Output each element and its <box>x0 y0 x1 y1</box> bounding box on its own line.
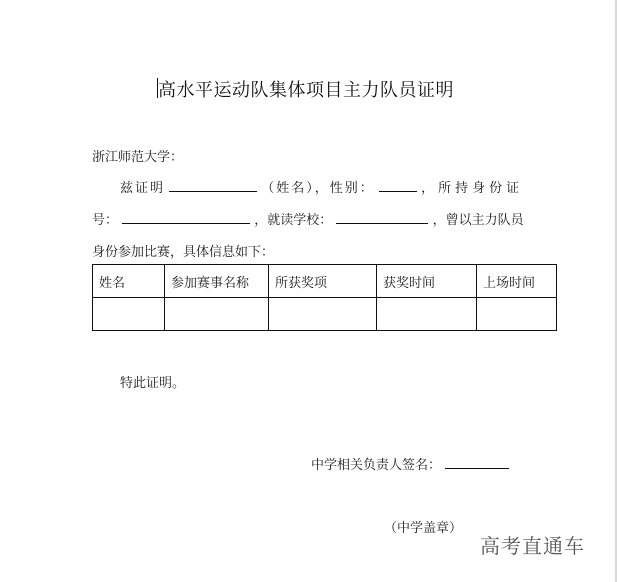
cell-name[interactable] <box>93 298 165 331</box>
header-award-time: 获奖时间 <box>377 265 477 298</box>
name-gender-label: （姓名），性别： <box>261 181 375 196</box>
name-blank[interactable] <box>169 179 257 192</box>
school-blank[interactable] <box>336 211 428 224</box>
header-play-time: 上场时间 <box>477 265 557 298</box>
certify-line-2 <box>92 209 524 228</box>
watermark: 高考直通车 <box>480 534 585 558</box>
certify-line-3: 身份参加比赛，具体信息如下： <box>92 245 275 260</box>
id-number-blank[interactable] <box>122 211 250 224</box>
id-label: ，所持身份证 <box>421 181 524 196</box>
document-title: 高水平运动队集体项目主力队员证明 <box>158 80 454 101</box>
competition-info-table <box>92 264 557 331</box>
table-header-row <box>93 265 557 298</box>
certify-prefix: 兹证明 <box>120 181 166 196</box>
id-number-label: 号： <box>92 213 119 228</box>
cell-award-time[interactable] <box>377 298 477 331</box>
table-row <box>93 298 557 331</box>
header-name: 姓名 <box>93 265 165 298</box>
header-award: 所获奖项 <box>269 265 377 298</box>
certify-line-1 <box>120 177 523 196</box>
addressee: 浙江师范大学： <box>92 150 184 165</box>
school-label: ，就读学校： <box>254 213 333 228</box>
closing-text: 特此证明。 <box>120 376 186 391</box>
cell-award[interactable] <box>269 298 377 331</box>
header-event: 参加赛事名称 <box>165 265 269 298</box>
main-player-label: ，曾以主力队员 <box>432 213 524 228</box>
cell-play-time[interactable] <box>477 298 557 331</box>
signature-blank[interactable] <box>445 456 509 469</box>
school-stamp: （中学盖章） <box>384 521 463 536</box>
cell-event[interactable] <box>165 298 269 331</box>
signature-line <box>311 454 509 473</box>
gender-blank[interactable] <box>379 179 417 192</box>
signature-label: 中学相关负责人签名： <box>311 458 442 473</box>
